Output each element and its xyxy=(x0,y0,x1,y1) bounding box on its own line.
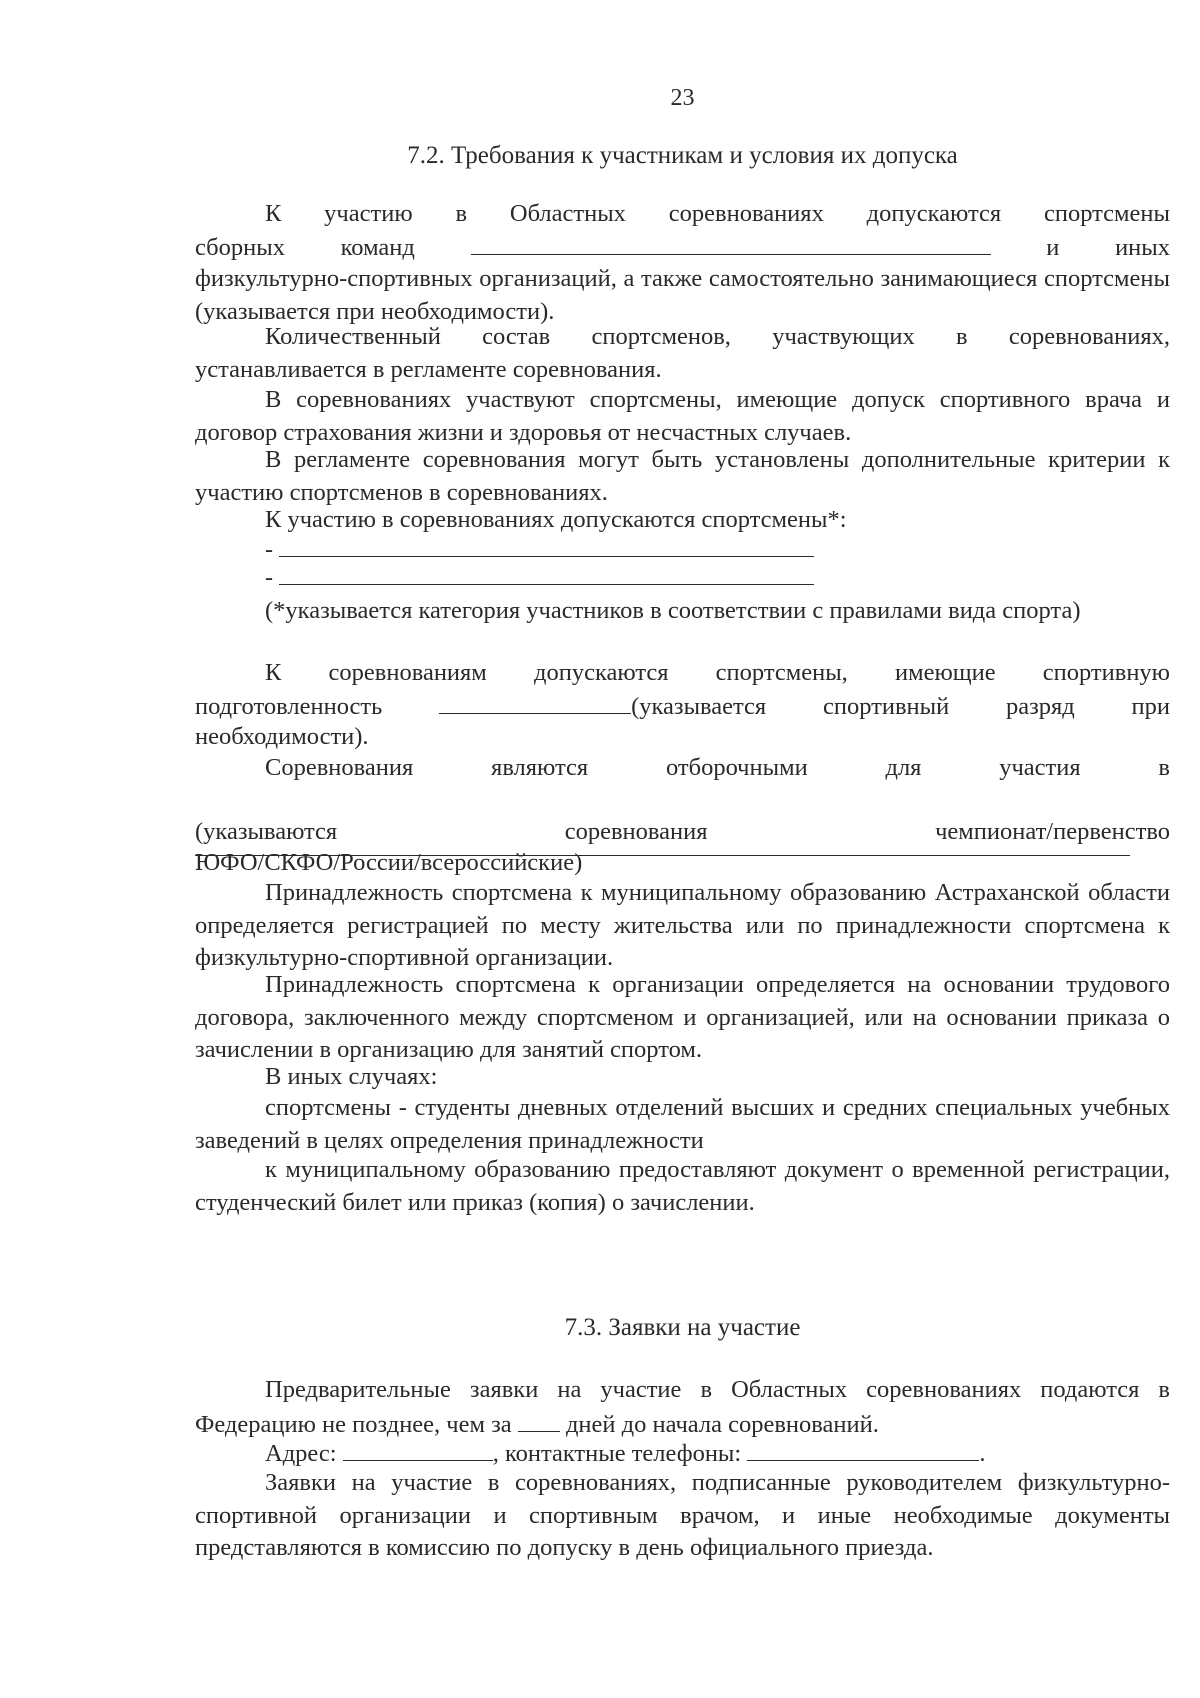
section-heading-7-3: 7.3. Заявки на участие xyxy=(564,1314,801,1341)
paragraph-preparation-line2 xyxy=(195,689,1170,724)
category-blank-line xyxy=(279,560,814,585)
dash-marker: - xyxy=(265,565,273,591)
address-blank-line xyxy=(343,1436,493,1461)
paragraph-medical-insurance: В соревнованиях участвуют спортсмены, имеющие допуск спортивного врача и договор страхования жизни и здоровья от несчастных случаев. xyxy=(195,386,1170,446)
paragraph-preliminary-applications xyxy=(195,1374,1170,1441)
paragraph-organization-affiliation: Принадлежность спортсмена к организации определяется на основании трудового договора, заключенного между спортсменом и организацией, или на основании приказа о зачислении в организацию для занятий спортом. xyxy=(195,971,1170,1063)
page-number: 23 xyxy=(670,85,695,111)
section-heading-7-2: 7.2. Требования к участникам и условия их допуска xyxy=(407,142,958,169)
teams-label-right: и иных xyxy=(1046,234,1170,261)
category-item-2 xyxy=(265,560,814,595)
preparation-label: подготовленность xyxy=(195,693,383,720)
paragraph-admitted-athletes: К участию в соревнованиях допускаются спортсмены*: xyxy=(265,506,847,533)
preparation-fill xyxy=(439,693,1170,720)
paragraph-preparation-end: необходимости). xyxy=(195,723,369,750)
address-label: Адрес: xyxy=(265,1440,337,1467)
paragraph-admission-rest: физкультурно-спортивных организаций, а также самостоятельно занимающиеся спортсмены (указывается при необходимости). xyxy=(195,265,1170,325)
dash-marker: - xyxy=(265,537,273,563)
paragraph-category-note: (*указывается категория участников в соответствии с правилами вида спорта) xyxy=(265,597,1081,624)
paragraph-application-documents: Заявки на участие в соревнованиях, подписанные руководителем физкультурно-спортивной организации и спортивным врачом, и иные необходимые документы представляются в комиссию по допуску в день официального приезда. xyxy=(195,1469,1170,1561)
paragraph-team-size: Количественный состав спортсменов, участвующих в соревнованиях, устанавливается в регламенте соревнования. xyxy=(195,323,1170,383)
preparation-note: (указывается спортивный разряд при xyxy=(631,693,1171,720)
preliminary-text: Предварительные заявки на участие в Областных соревнованиях подаются в Федерацию не позднее, чем за xyxy=(195,1376,1170,1438)
paragraph-address-phones xyxy=(195,1436,1170,1471)
phones-blank-line xyxy=(747,1436,979,1461)
teams-blank-line xyxy=(471,230,991,255)
days-blank-line xyxy=(518,1407,560,1432)
paragraph-additional-criteria: В регламенте соревнования могут быть установлены дополнительные критерии к участию спортсменов в соревнованиях. xyxy=(195,446,1170,506)
teams-label: сборных команд xyxy=(195,234,415,261)
preliminary-text-end: дней до начала соревнований. xyxy=(565,1410,879,1438)
paragraph-competitions-note-line2: ЮФО/СКФО/России/всероссийские) xyxy=(195,849,583,876)
paragraph-other-cases: В иных случаях: xyxy=(265,1063,438,1090)
paragraph-competitions-note-line1: (указываются соревнования чемпионат/первенство xyxy=(195,818,1170,845)
phones-label: , контактные телефоны: xyxy=(492,1440,742,1467)
paragraph-municipal-affiliation: Принадлежность спортсмена к муниципальному образованию Астраханской области определяется регистрацией по месту жительства или по принадлежности спортсмена к физкультурно-спортивной организации. xyxy=(195,879,1170,971)
paragraph-preparation-line1: К соревнованиям допускаются спортсмены, имеющие спортивную xyxy=(265,659,1170,686)
preparation-blank-line xyxy=(439,689,631,714)
paragraph-student-documents: к муниципальному образованию предоставляют документ о временной регистрации, студенческий билет или приказ (копия) о зачислении. xyxy=(195,1156,1170,1216)
paragraph-qualifying: Соревнования являются отборочными для участия в xyxy=(265,754,1170,781)
paragraph-students: спортсмены - студенты дневных отделений высших и средних специальных учебных заведений в целях определения принадлежности xyxy=(195,1094,1170,1154)
phones-period: . xyxy=(979,1440,986,1467)
paragraph-admission-teams xyxy=(195,230,1170,265)
category-blank-line xyxy=(279,532,814,557)
paragraph-admission-line1: К участию в Областных соревнованиях допускаются спортсмены xyxy=(265,200,1170,227)
